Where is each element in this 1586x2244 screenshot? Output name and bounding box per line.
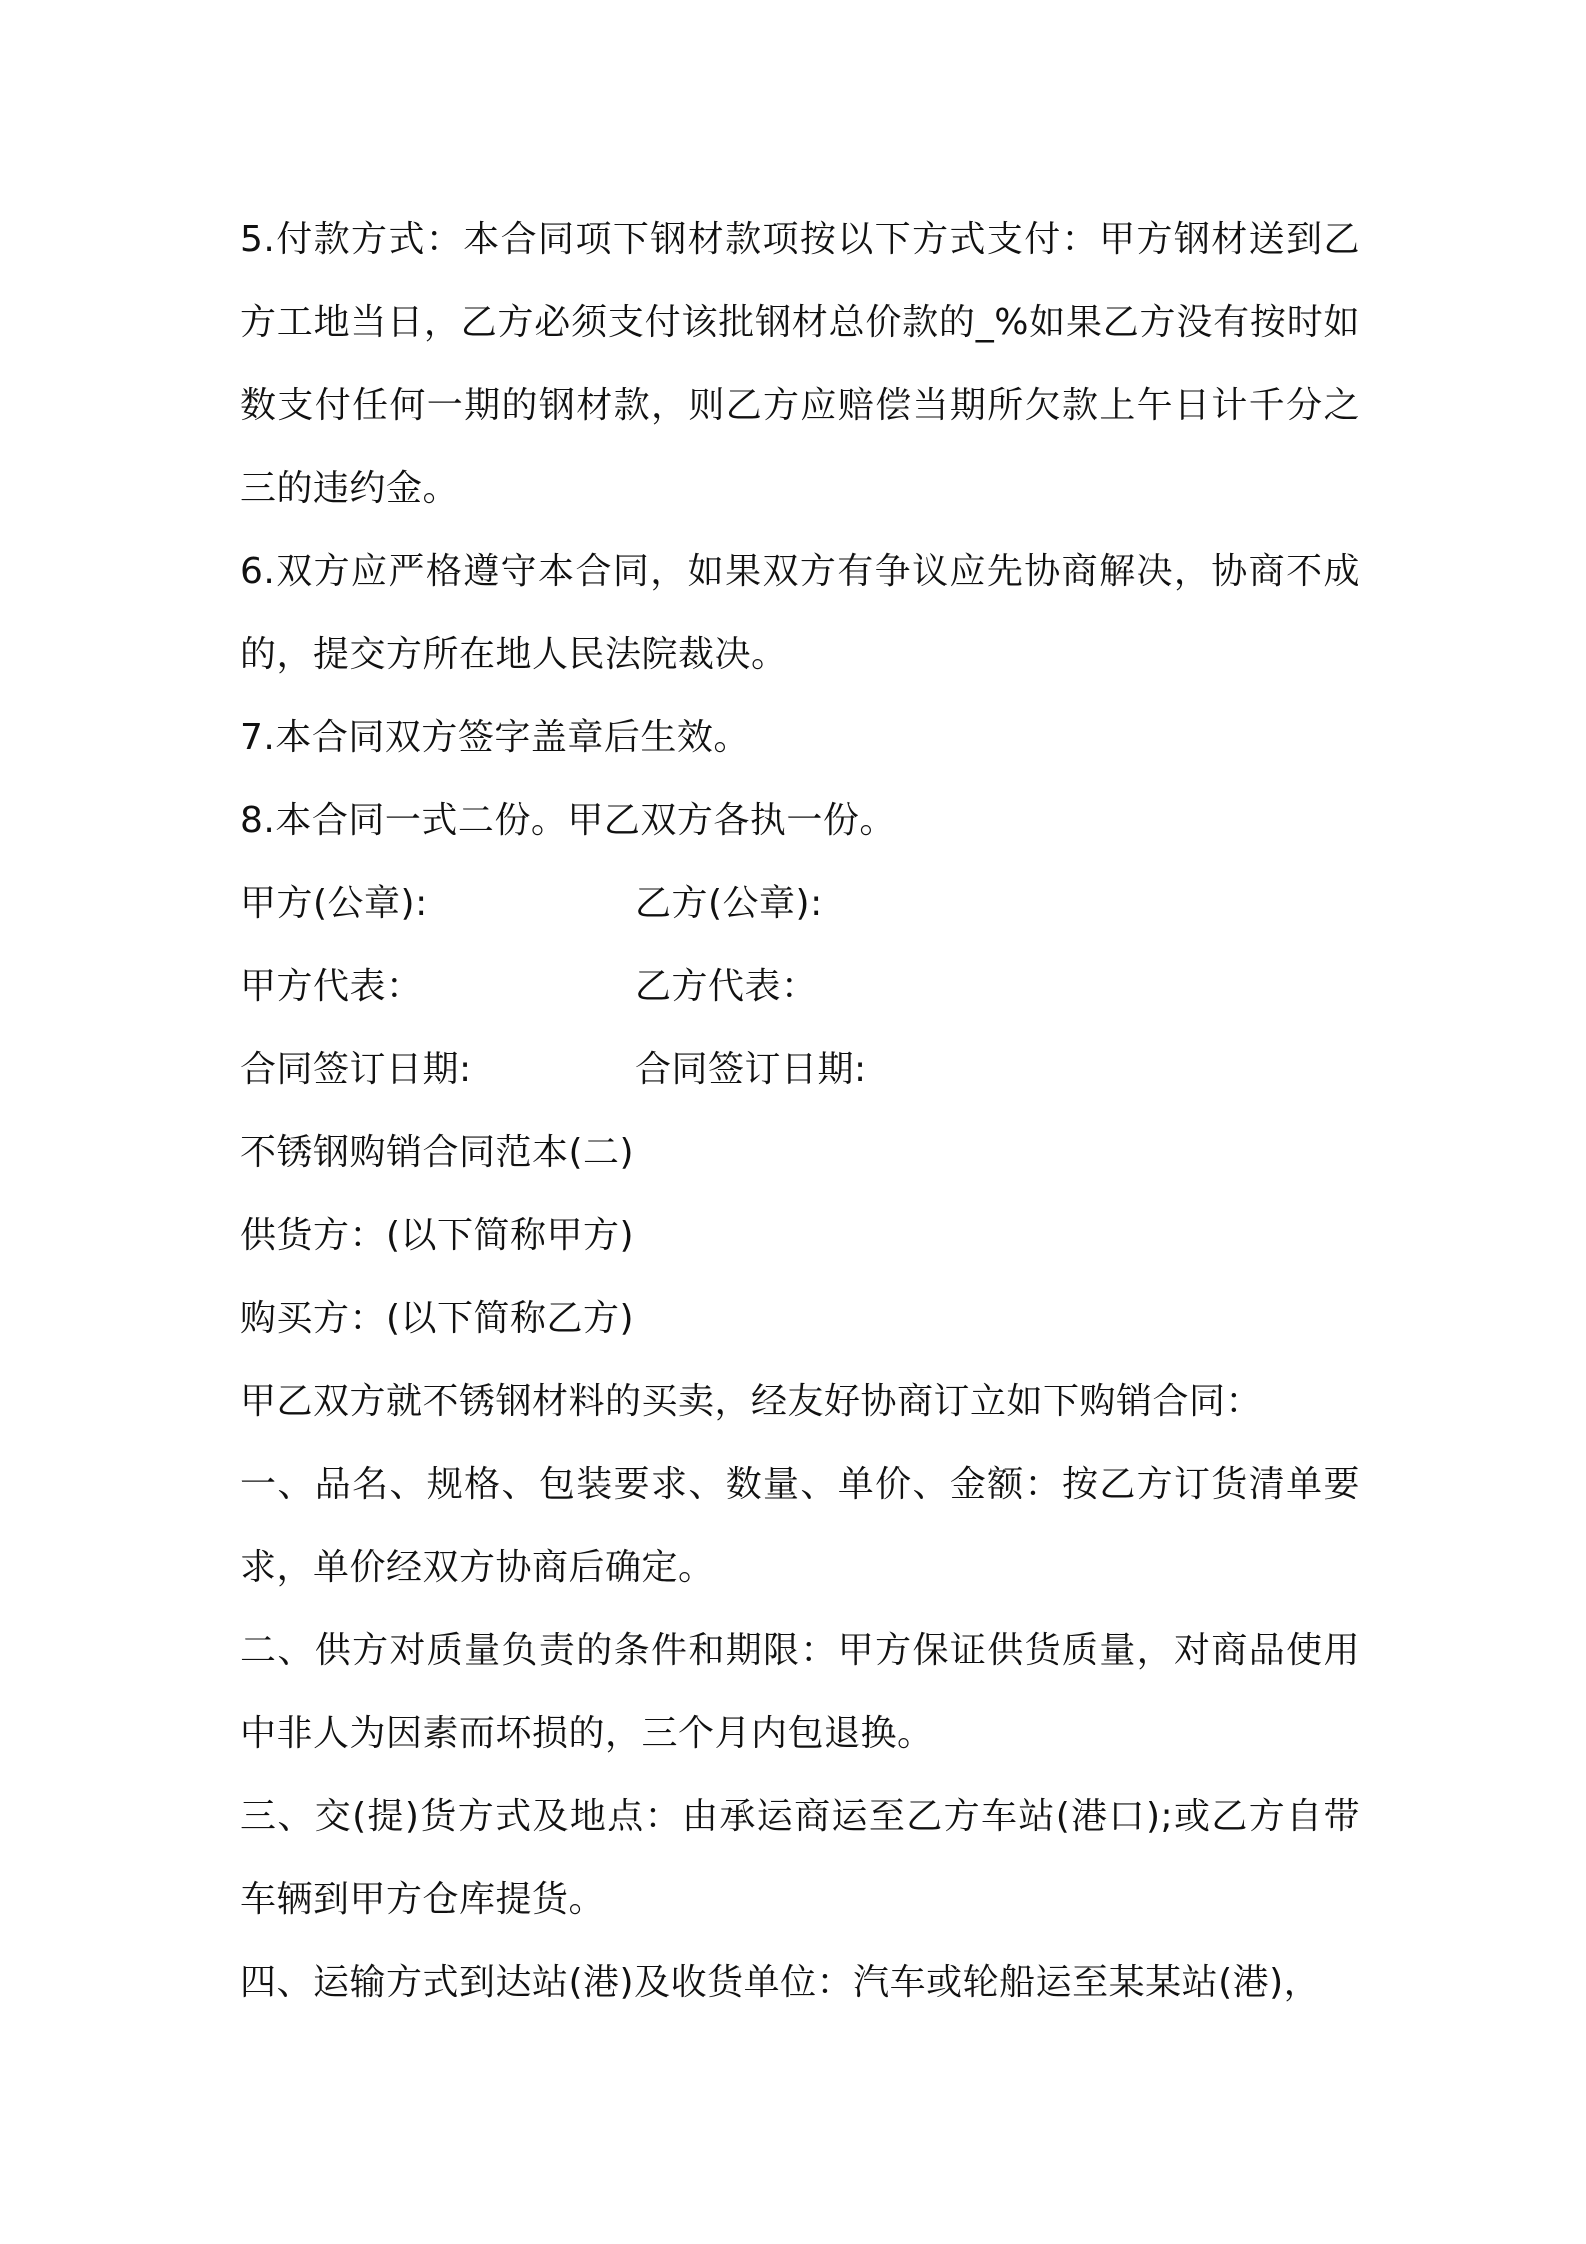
party-a-date-label: 合同签订日期:	[240, 1049, 472, 1090]
signature-row-seal	[240, 862, 1360, 945]
party-a-seal-label: 甲方(公章):	[240, 883, 428, 924]
supplier-party: 供货方：(以下简称甲方)	[240, 1215, 635, 1256]
party-a-representative-label: 甲方代表：	[240, 966, 423, 1007]
party-b-seal-label: 乙方(公章):	[635, 883, 823, 924]
party-b-representative-label: 乙方代表：	[635, 966, 818, 1007]
document-body	[240, 198, 1360, 2024]
article-1-specs: 一、品名、规格、包装要求、数量、单价、金额：按乙方订货清单要求，单价经双方协商后确定。	[240, 1464, 1360, 1588]
clause-7-effective: 7.本合同双方签字盖章后生效。	[240, 717, 750, 758]
article-3-delivery: 三、交(提)货方式及地点：由承运商运至乙方车站(港口);或乙方自带车辆到甲方仓库提货。	[240, 1796, 1360, 1920]
party-b-date-label: 合同签订日期:	[635, 1049, 867, 1090]
contract-preamble: 甲乙双方就不锈钢材料的买卖，经友好协商订立如下购销合同：	[240, 1381, 1263, 1422]
article-2-quality: 二、供方对质量负责的条件和期限：甲方保证供货质量，对商品使用中非人为因素而坏损的，三个月内包退换。	[240, 1630, 1360, 1754]
clause-8-copies: 8.本合同一式二份。甲乙双方各执一份。	[240, 800, 896, 841]
article-4-transport: 四、运输方式到达站(港)及收货单位：汽车或轮船运至某某站(港)，	[240, 1962, 1321, 2003]
clause-6-dispute: 6.双方应严格遵守本合同，如果双方有争议应先协商解决，协商不成的，提交方所在地人民法院裁决。	[240, 551, 1360, 675]
section-title: 不锈钢购销合同范本(二)	[240, 1132, 635, 1173]
buyer-party: 购买方：(以下简称乙方)	[240, 1298, 635, 1339]
clause-5-payment: 5.付款方式：本合同项下钢材款项按以下方式支付：甲方钢材送到乙方工地当日，乙方必须支付该批钢材总价款的_%如果乙方没有按时如数支付任何一期的钢材款，则乙方应赔偿当期所欠款上午日计千分之三的违约金。	[240, 219, 1360, 509]
signature-row-representative	[240, 945, 1360, 1028]
signature-row-date	[240, 1028, 1360, 1111]
